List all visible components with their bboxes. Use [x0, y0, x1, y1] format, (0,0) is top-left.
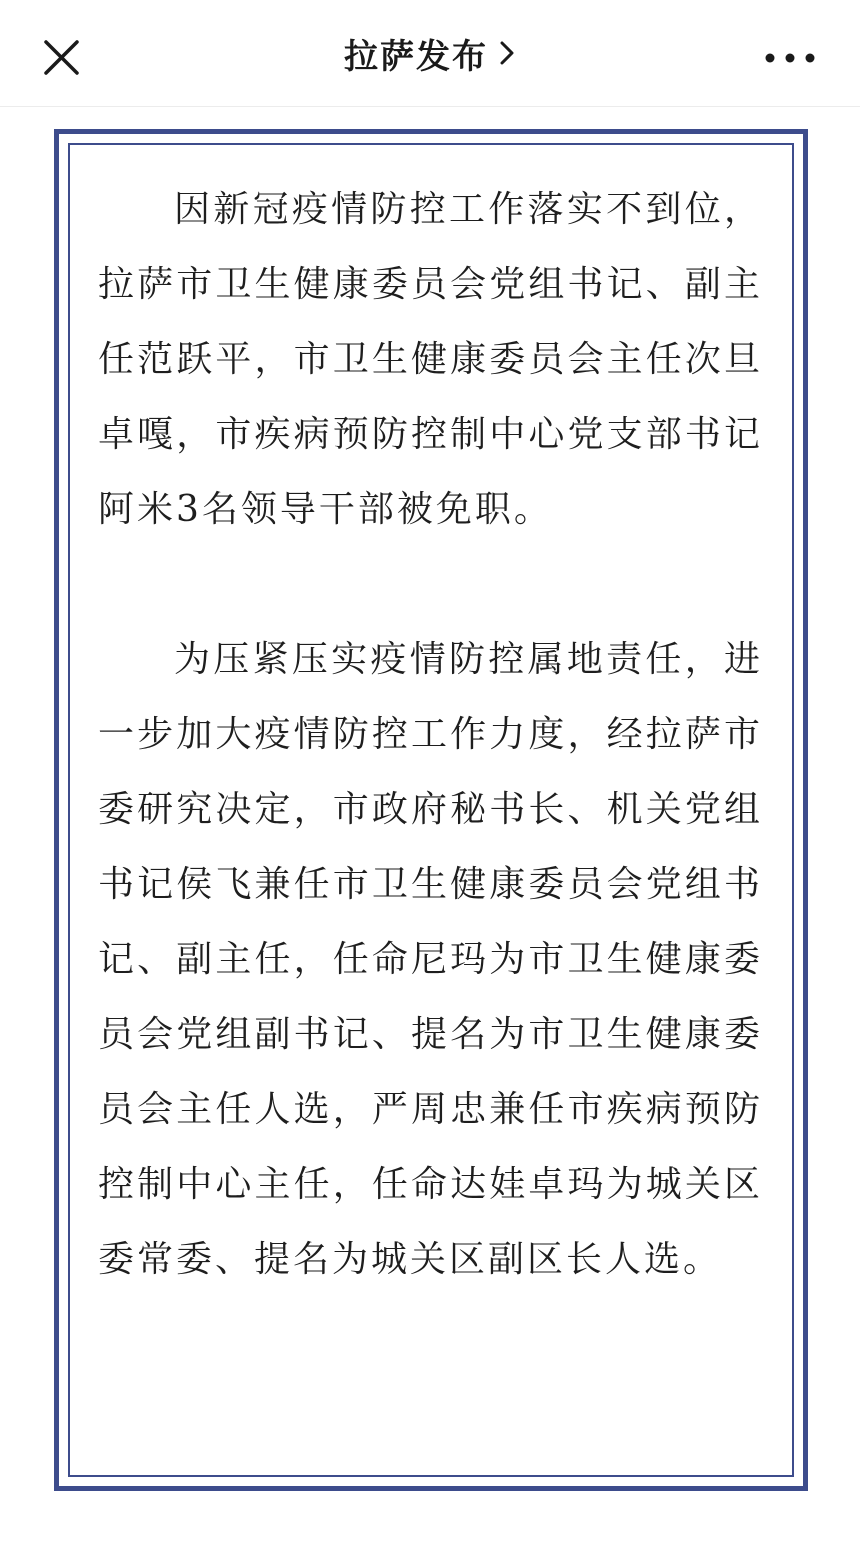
account-title-link[interactable] — [344, 29, 516, 78]
article-paragraph: 为压紧压实疫情防控属地责任，进一步加大疫情防控工作力度，经拉萨市委研究决定，市政府秘书长、机关党组书记侯飞兼任市卫生健康委员会党组书记、副主任，任命尼玛为市卫生健康委员会党组副书记、提名为市卫生健康委员会主任人选，严周忠兼任市疾病预防控制中心主任，任命达娃卓玛为城关区委常委、提名为城关区副区长人选。 — [98, 639, 763, 1280]
title-area — [0, 0, 860, 106]
page-title: 拉萨发布 — [344, 36, 488, 77]
article-paragraph: 因新冠疫情防控工作落实不到位，拉萨市卫生健康委员会党组书记、副主任范跃平，市卫生健康委员会主任次旦卓嘎，市疾病预防控制中心党支部书记阿米3名领导干部被免职。 — [98, 189, 763, 530]
chevron-right-icon — [498, 39, 516, 67]
more-horizontal-icon — [750, 30, 830, 86]
top-bar — [0, 0, 860, 107]
more-options-button[interactable] — [750, 30, 830, 86]
article-body — [98, 172, 763, 1297]
